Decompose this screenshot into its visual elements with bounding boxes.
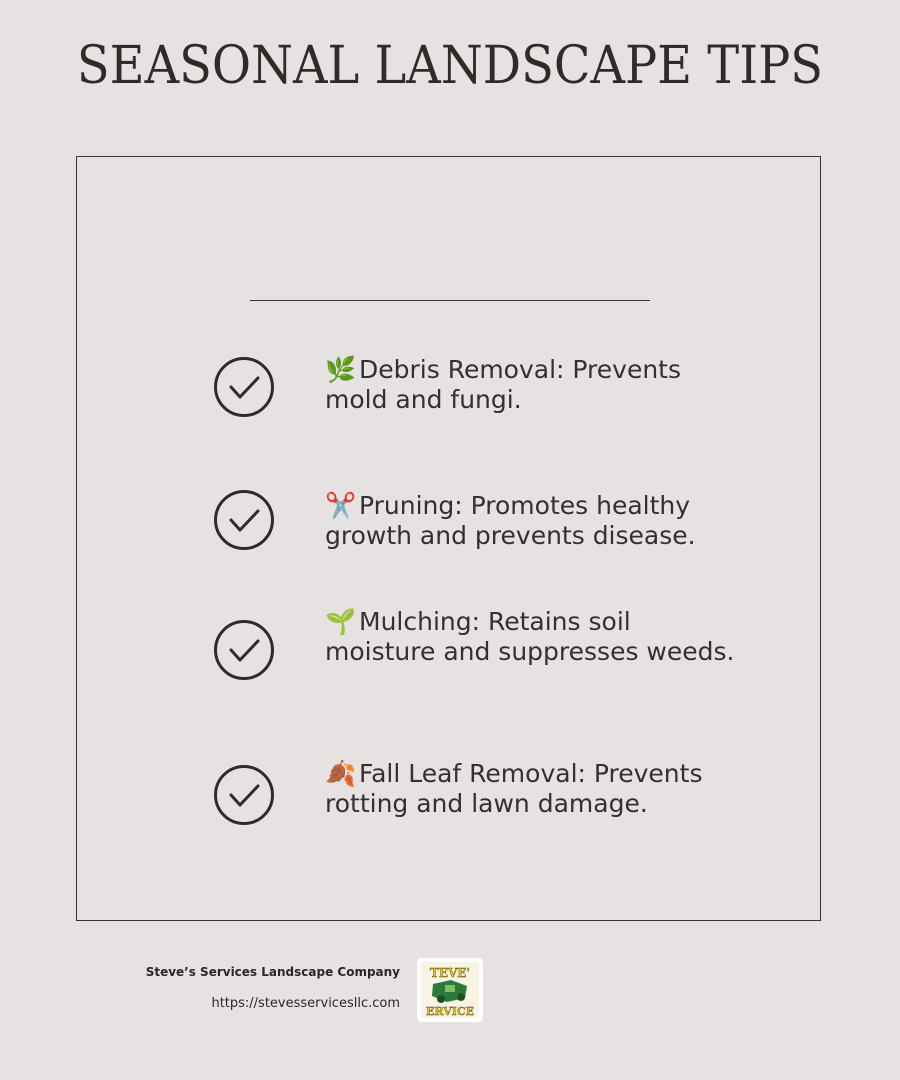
- scissors-icon: ✂️: [325, 491, 357, 520]
- tip-label: Pruning: Promotes healthy growth and prevents disease.: [325, 491, 696, 550]
- tip-label: Mulching: Retains soil moisture and suppresses weeds.: [325, 607, 735, 666]
- check-circle-icon: [212, 618, 276, 682]
- tip-label: Fall Leaf Removal: Prevents rotting and lawn damage.: [325, 759, 703, 818]
- tip-item: [212, 355, 772, 455]
- tip-text: [325, 491, 745, 551]
- tip-item: [212, 759, 772, 859]
- fallen-leaf-icon: 🍂: [325, 759, 357, 788]
- tip-item: [212, 607, 772, 707]
- company-logo: [417, 958, 483, 1022]
- tip-item: [212, 491, 772, 591]
- website-link[interactable]: https://stevesservicesllc.com: [211, 996, 400, 1011]
- check-circle-icon: [212, 488, 276, 552]
- seedling-icon: 🌱: [325, 607, 357, 636]
- page-title: SEASONAL LANDSCAPE TIPS: [76, 36, 824, 96]
- company-name: Steve’s Services Landscape Company: [145, 965, 400, 979]
- logo-icon: [417, 958, 483, 1022]
- tip-label: Debris Removal: Prevents mold and fungi.: [325, 355, 681, 414]
- tip-text: [325, 355, 745, 415]
- logo-text-bottom: ERVICE: [426, 1005, 474, 1018]
- tip-text: [325, 607, 745, 667]
- check-circle-icon: [212, 763, 276, 827]
- divider-line: [250, 300, 650, 301]
- tip-text: [325, 759, 745, 819]
- herb-icon: 🌿: [325, 355, 357, 384]
- logo-text-top: TEVE': [429, 966, 471, 980]
- check-circle-icon: [212, 355, 276, 419]
